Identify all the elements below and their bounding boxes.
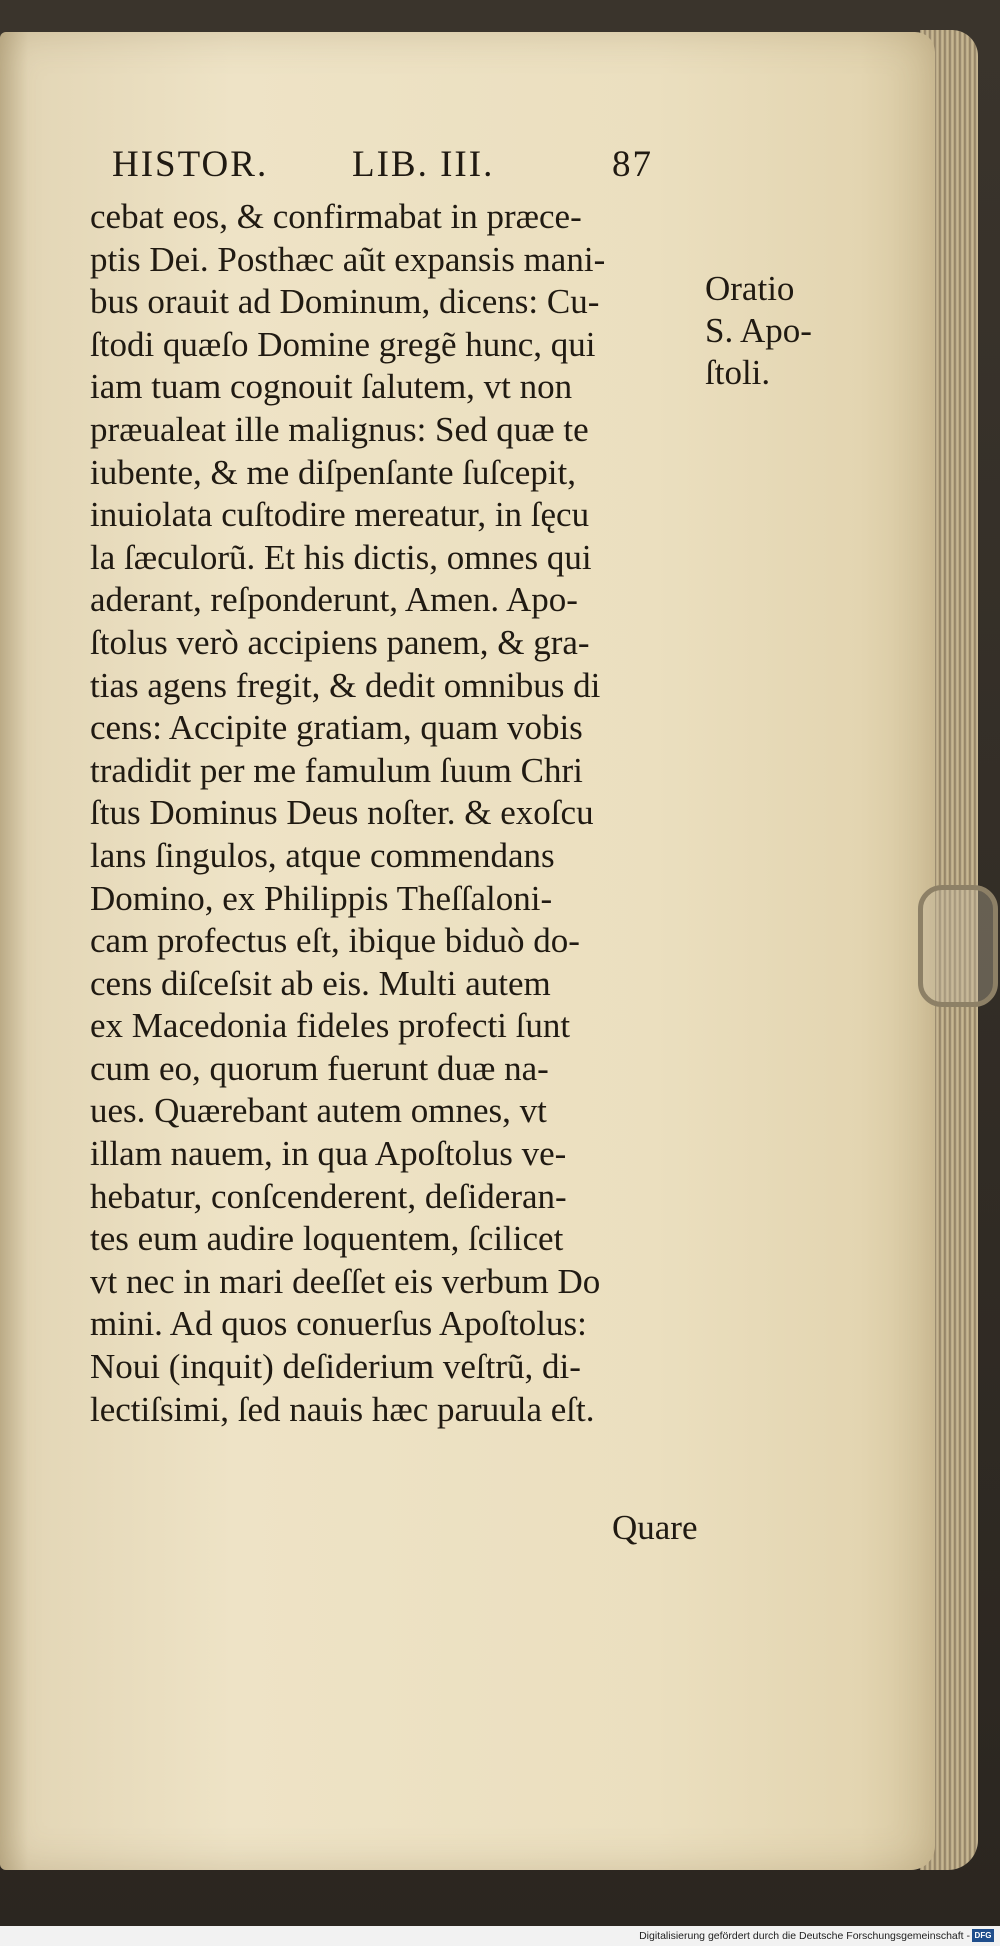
text-line: præualeat ille malignus: Sed quæ te (90, 409, 589, 449)
text-line: lectiſsimi, ſed nauis hæc paruula eſt. (90, 1389, 595, 1429)
footer-credit: Digitalisierung gefördert durch die Deutsche Forschungsgemeinschaft - (639, 1930, 970, 1942)
running-title: HISTOR. (112, 144, 269, 185)
text-line: ues. Quærebant autem omnes, vt (90, 1091, 547, 1131)
text-line: tradidit per me famulum ſuum Chri (90, 750, 583, 790)
marginal-line: Oratio (705, 269, 795, 308)
text-line: cam profectus eſt, ibique biduò do- (90, 921, 580, 961)
body-text (90, 196, 730, 1431)
text-line: cum eo, quorum fuerunt duæ na- (90, 1048, 549, 1088)
text-line: lans ſingulos, atque commendans (90, 835, 555, 875)
text-line: inuiolata cuſtodire mereatur, in ſęcu (90, 495, 590, 535)
text-line: aderant, reſponderunt, Amen. Apo- (90, 580, 578, 620)
text-line: iubente, & me diſpenſante ſuſcepit, (90, 452, 576, 492)
text-line: cens diſceſsit ab eis. Multi autem (90, 963, 551, 1003)
text-line: ſtodi quæſo Domine gregẽ hunc, qui (90, 324, 596, 364)
page-header (112, 143, 672, 199)
text-line: ex Macedonia fideles profecti ſunt (90, 1006, 571, 1046)
text-line: vt nec in mari deeſſet eis verbum Do (90, 1261, 601, 1301)
text-line: hebatur, conſcenderent, deſideran- (90, 1176, 567, 1216)
text-line: bus orauit ad Dominum, dicens: Cu- (90, 282, 600, 322)
text-line: ſtus Dominus Deus noſter. & exoſcu (90, 793, 594, 833)
page-number: 87 (612, 144, 653, 185)
text-line: tias agens fregit, & dedit omnibus di (90, 665, 601, 705)
text-line: tes eum audire loquentem, ſcilicet (90, 1219, 564, 1259)
book-clasp (918, 885, 998, 1007)
text-line: Noui (inquit) deſiderium veſtrũ, di- (90, 1347, 581, 1387)
text-line: ſtolus verò accipiens panem, & gra- (90, 622, 590, 662)
book-label: LIB. III. (352, 144, 495, 185)
marginal-line: S. Apo- (705, 311, 812, 350)
text-line: la ſæculorũ. Et his dictis, omnes qui (90, 537, 592, 577)
catchword: Quare (612, 1508, 698, 1547)
text-line: Domino, ex Philippis Theſſaloni- (90, 878, 553, 918)
text-line: cens: Accipite gratiam, quam vobis (90, 708, 583, 748)
marginal-line: ſtoli. (705, 353, 771, 392)
text-line: iam tuam cognouit ſalutem, vt non (90, 367, 573, 407)
text-line: mini. Ad quos conuerſus Apoſtolus: (90, 1304, 587, 1344)
text-line: illam nauem, in qua Apoſtolus ve- (90, 1134, 567, 1174)
text-line: cebat eos, & confirmabat in præce- (90, 197, 582, 236)
marginal-note (705, 268, 812, 394)
digitization-footer (0, 1926, 1000, 1946)
dfg-logo: DFG (972, 1929, 994, 1942)
text-line: ptis Dei. Posthæc aũt expansis mani- (90, 239, 606, 279)
